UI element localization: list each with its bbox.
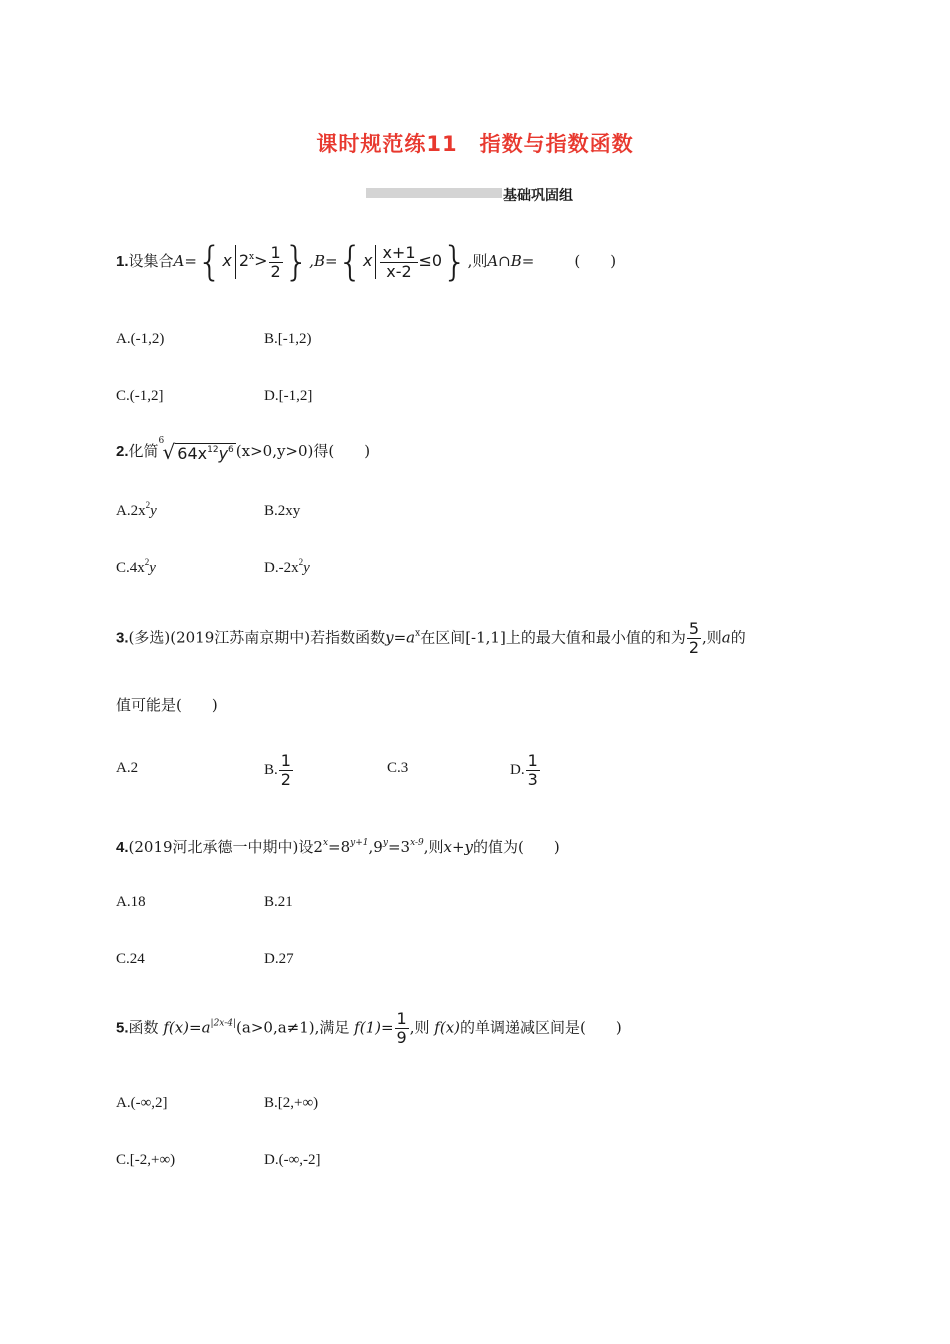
option-fraction [279,752,293,789]
fraction-denominator: 9 [396,1028,407,1047]
question-4 [116,836,560,857]
right-brace: } [283,239,310,285]
q2-option-d[interactable] [264,557,310,577]
fraction-numerator: x+1 [382,242,416,262]
one-ninth-fraction [395,1010,409,1047]
question-2 [116,436,371,464]
option-text: A.2x [116,503,146,519]
question-text: 设集合 [128,252,174,270]
set-divider [235,245,236,279]
option-exponent: 2 [144,557,150,567]
question-text: 的 [730,628,746,647]
fraction-numerator: 1 [280,751,291,770]
power-base: 2 [238,251,250,270]
then-text: ,则 [467,252,488,270]
fraction-denominator: 3 [527,770,538,789]
intersection-expr: A∩B= [487,252,535,270]
exponent-6: 6 [228,445,234,455]
q3-option-b[interactable] [264,752,294,789]
q3-option-c[interactable]: C.3 [387,760,409,776]
q2-option-a[interactable] [116,500,157,520]
question-text: 的值为( ) [473,838,560,856]
set-b-label: ,B= [309,252,338,270]
q1-option-c[interactable]: C.(-1,2] [116,388,164,404]
q4-option-a[interactable]: A.18 [116,894,146,910]
question-5 [116,1010,622,1047]
exponent-12: 12 [207,445,219,455]
question-text: ,则 [702,628,722,647]
question-text: 化简 [128,442,159,460]
eq1-exponent: x [322,838,329,848]
radical-sign: √ [162,440,176,464]
function-exponent: x [415,628,421,639]
eq2-exponent: y [382,838,388,848]
option-variable: y [303,560,310,576]
set-divider [375,245,376,279]
q5-option-a[interactable]: A.(-∞,2] [116,1095,168,1111]
question-3-line-2: 值可能是( ) [116,696,218,714]
eq2-rhs-exponent: x-9 [410,838,424,848]
question-number: 5. [116,1019,129,1037]
q2-option-b[interactable]: B.2xy [264,503,301,519]
option-text: C.4x [116,560,145,576]
fraction-denominator: 2 [688,638,700,657]
fraction-denominator: 2 [280,770,291,789]
fraction-numerator: 5 [688,619,700,638]
q1-option-b[interactable]: B.[-1,2) [264,331,312,347]
fraction-numerator: 1 [527,751,538,770]
answer-paren: ( ) [574,252,617,270]
question-text: 函数 [128,1018,159,1037]
option-exponent: 2 [298,557,304,567]
option-label: B. [264,761,278,778]
radicand-y: y [218,444,229,463]
question-text: 的单调递减区间是( ) [460,1018,622,1037]
question-number: 3. [116,629,129,647]
q3-option-d[interactable] [510,752,541,789]
q4-option-c[interactable]: C.24 [116,951,145,967]
radicand [175,443,235,463]
root-index: 6 [158,436,165,446]
condition-text: (a>0,a≠1),满足 [236,1018,350,1037]
question-number: 4. [116,839,129,856]
gt-sign: > [254,251,268,270]
question-text: (多选)(2019江苏南京期中)若指数函数 [128,628,386,647]
five-halves-fraction [687,620,701,657]
fx-expr: f(x) [434,1018,461,1037]
q4-option-d[interactable]: D.27 [264,951,294,967]
rational-fraction [380,244,417,281]
separator: , [368,838,374,856]
question-text: ,则 [423,838,444,856]
function-exponent: |2x-4| [210,1018,237,1029]
page-title: 课时规范练11 指数与指数函数 [316,132,634,156]
eq1-base: 2 [313,838,323,856]
eq1-rhs: =8 [328,838,351,856]
fraction-numerator: 1 [270,242,281,262]
option-variable: y [150,503,157,519]
question-3 [116,620,746,657]
q5-option-b[interactable]: B.[2,+∞) [264,1095,319,1111]
function-expr: f(x)=a [163,1018,211,1037]
q1-option-d[interactable]: D.[-1,2] [264,388,313,404]
left-brace: { [196,239,223,285]
q5-option-d[interactable]: D.(-∞,-2] [264,1152,321,1168]
option-variable: y [149,560,156,576]
section-label: 基础巩固组 [503,188,573,204]
radical-expression [158,436,236,464]
q1-option-a[interactable]: A.(-1,2) [116,331,165,347]
power-exponent: x [249,252,255,262]
q4-option-b[interactable]: B.21 [264,894,293,910]
set-a-label: A= [173,252,197,270]
q3-option-a[interactable]: A.2 [116,760,139,776]
question-1 [116,239,617,285]
radicand-coef: 64x [177,444,208,463]
fraction-denominator: 2 [270,261,281,281]
fraction-numerator: 1 [396,1009,407,1028]
variable-a: a [721,628,731,647]
section-bar [366,188,502,198]
question-number: 2. [116,443,129,460]
option-label: D. [510,761,525,778]
fraction-denominator: x-2 [386,261,412,281]
question-text: 在区间[-1,1]上的最大值和最小值的和为 [420,628,686,647]
eq1-rhs-exponent: y+1 [350,838,369,848]
le-zero: ≤0 [418,251,443,270]
question-text: ,则 [409,1018,430,1037]
function-expr: y=a [385,628,416,647]
half-fraction [269,244,283,281]
q2-option-c[interactable] [116,557,156,577]
left-brace: { [337,239,363,285]
set-variable: x [362,251,373,270]
sum-expr: x+y [443,838,474,856]
eq2-base: 9 [373,838,383,856]
option-text: D.-2x [264,560,299,576]
f1-expr: f(1)= [354,1018,394,1037]
set-variable: x [222,251,232,270]
option-exponent: 2 [145,500,151,510]
condition-text: (x>0,y>0)得( ) [235,442,371,460]
right-brace: } [442,239,468,285]
question-number: 1. [116,253,129,270]
q5-option-c[interactable]: C.[-2,+∞) [116,1152,176,1168]
eq2-rhs: =3 [387,838,411,856]
option-fraction [526,752,540,789]
question-text: (2019河北承德一中期中)设 [128,838,314,856]
